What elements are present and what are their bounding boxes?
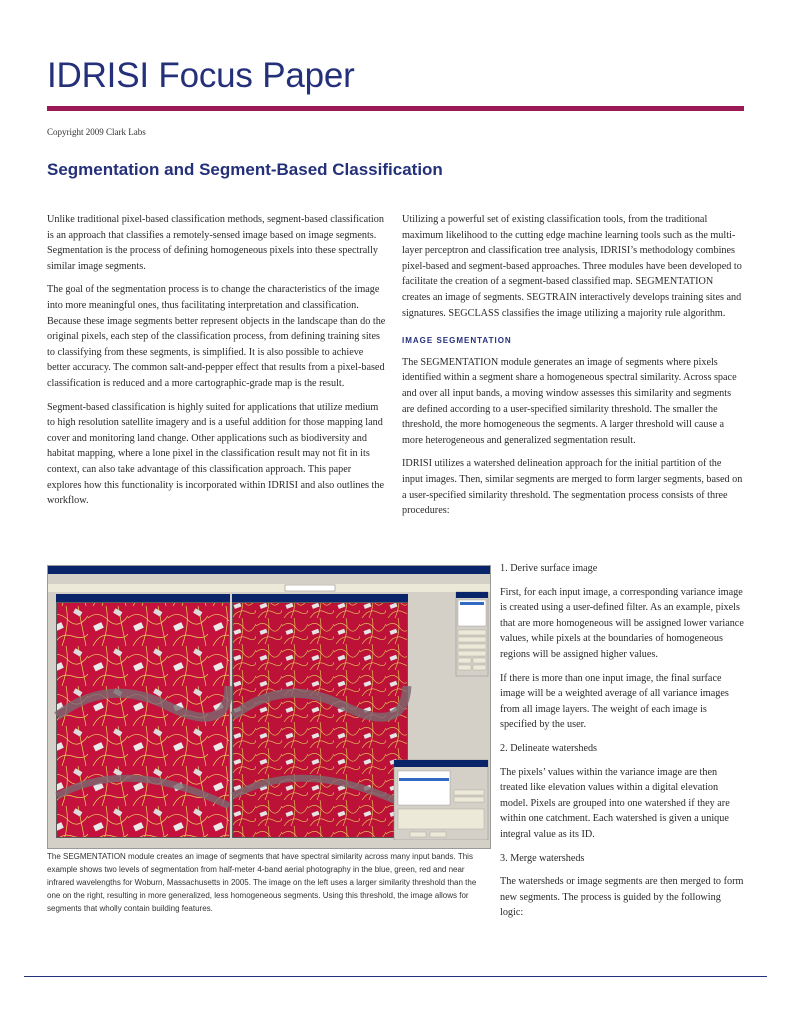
paragraph: Segment-based classification is highly suited for applications that utilize medium to high resolution satellite imagery and is a useful addition for those mapping land cover and monitoring land change. Other applications such as biodiversity and habitat mapping, where a lone pixel in the classification result may not fit in its context, can also take advantage of this classification approach. This paper explores how this functionality is incorporated within IDRISI and also outlines the workflow.	[47, 401, 384, 507]
procedures-column	[500, 561, 744, 929]
paragraph: The goal of the segmentation process is to change the characteristics of the image into more meaningful ones, thus facilitating interpretation and classification. Because these image segments better represent objects in the landscape than do the original pixels, each step of the classification process, from defining training sites to classifying from these segments, is simplified. It is also possible to achieve better accuracy. The common salt-and-pepper effect that results from a pixel-based classification is reduced and a more cartographic-grade map is the result.	[47, 284, 386, 389]
paper-subtitle: Segmentation and Segment-Based Classification	[47, 160, 443, 179]
left-column	[47, 212, 387, 517]
paragraph: Utilizing a powerful set of existing classification tools, from the traditional maximum likelihood to the cutting edge machine learning tools such as the multi-layer perceptron and classification tree analysis, IDRISI’s methodology combines pixel-based and segment-based approaches. Three modules have been developed to facilitate the creation of a segment-based classified map. SEGMENTATION creates an image of segments. SEGTRAIN interactively develops training sites and signatures. SEGCLASS classifies the image utilizing a majority rule algorithm.	[402, 214, 742, 319]
procedure-heading: 3. Merge watersheds	[500, 852, 585, 864]
paragraph: The SEGMENTATION module generates an image of segments where pixels identified within a segment share a homogeneous spectral similarity. Across space and over all input bands, a moving window assesses this similarity and segments are defined according to a user-specified similarity threshold. The smaller the threshold, the more homogeneous the segments. A larger threshold will cause a more heterogeneous and generalized segmentation result.	[402, 356, 737, 446]
paragraph: If there is more than one input image, the final surface image will be a weighted average of all variance images from all image layers. The weight of each image is specified by the user.	[500, 672, 729, 731]
segmentation-image	[48, 566, 490, 848]
footer-rule	[24, 976, 767, 977]
title-rule	[47, 106, 744, 111]
page-title: IDRISI Focus Paper	[47, 56, 355, 95]
paragraph: IDRISI utilizes a watershed delineation approach for the initial partition of the input images. Then, similar segments are merged to form larger segments, based on a user-specified similarity threshold. The segmentation process consists of three procedures:	[402, 458, 743, 517]
procedure-heading: 2. Delineate watersheds	[500, 742, 598, 754]
paragraph: Unlike traditional pixel-based classification methods, segment-based classification is an approach that classifies a remotely-sensed image based on image segments. Segmentation is the process of defining homogeneous pixels into these spectrally similar image segments.	[47, 214, 384, 272]
figure-caption: The SEGMENTATION module creates an image of segments that have spectral similarity across many input bands. This example shows two levels of segmentation from half-meter 4-band aerial photography in the blue, green, red and near infrared wavelengths for Woburn, Massachusetts in 2005. The image on the left uses a larger similarity threshold than the one on the right, resulting in more generalized, less homogeneous segments. Using this threshold, the image allows for segments that wholly contain building features.	[47, 852, 477, 913]
paragraph: First, for each input image, a corresponding variance image is created using a user-defined filter. As an example, pixels that are more homogeneous will be assigned lower variance values, while pixels at the boundaries of homogeneous regions will be assigned higher values.	[500, 586, 744, 660]
section-heading: IMAGE SEGMENTATION	[402, 336, 512, 346]
paragraph: The watersheds or image segments are then merged to form new segments. The process is guided by the following logic:	[500, 876, 744, 919]
segmentation-screenshot-figure	[47, 565, 491, 849]
paragraph: The pixels’ values within the variance image are then treated like elevation values within a digital elevation model. Pixels are grouped into one watershed if they are within one catchment. Each watershed is given a unique integral value as its ID.	[500, 766, 730, 840]
right-column	[402, 212, 744, 527]
procedure-heading: 1. Derive surface image	[500, 563, 598, 574]
copyright-notice: Copyright 2009 Clark Labs	[47, 127, 146, 137]
